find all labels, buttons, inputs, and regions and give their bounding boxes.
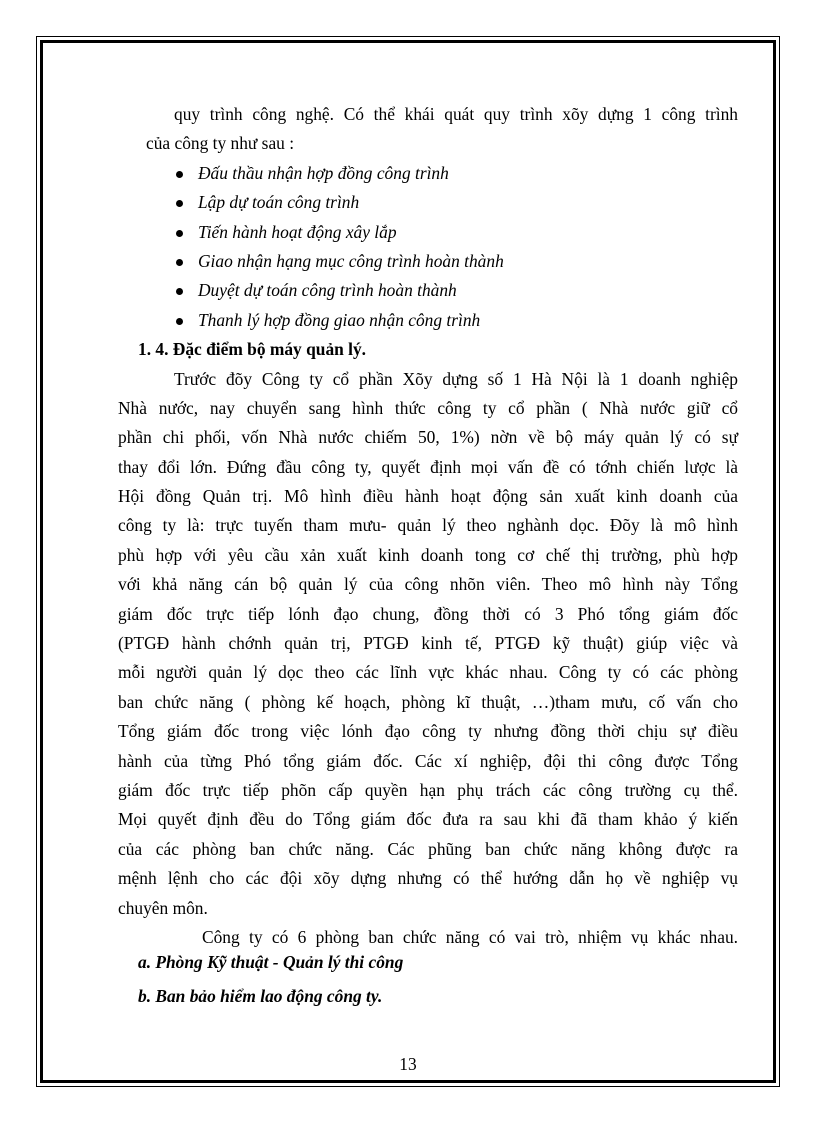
paragraph-line: với khả năng cán bộ quản lý của công nhõn viên. Theo mô hình này Tổng <box>118 574 738 595</box>
paragraph-line: Hội đồng Quản trị. Mô hình điều hành hoạt động sản xuất kinh doanh của <box>118 486 738 507</box>
paragraph-line: Trước đõy Công ty cổ phần Xõy dựng số 1 Hà Nội là 1 doanh nghiệp <box>174 368 738 389</box>
paragraph-line: giám đốc trực tiếp lónh đạo chung, đồng thời có 3 Phó tổng giám đốc <box>118 603 738 624</box>
paragraph-line: của các phòng ban chức năng. Các phũng ban chức năng không được ra <box>118 838 738 859</box>
paragraph-line: công ty là: trực tuyến tham mưu- quản lý theo nghành dọc. Đõy là mô hình <box>118 515 738 536</box>
bullet-dot-icon <box>176 259 183 266</box>
process-bullet-list <box>146 159 738 335</box>
paragraph-line: hành của từng Phó tổng giám đốc. Các xí nghiệp, đội thi công được Tổng <box>118 750 738 771</box>
list-item: Tiến hành hoạt động xây lắp <box>146 218 738 247</box>
paragraph-line: thay đổi lớn. Đứng đầu công ty, quyết định mọi vấn đề có tớnh chiến lược là <box>118 456 738 477</box>
bullet-dot-icon <box>176 318 183 325</box>
subsection-heading-b: b. Ban bảo hiểm lao động công ty. <box>138 985 383 1006</box>
intro-line: quy trình công nghệ. Có thể khái quát quy trình xõy dựng 1 công trình <box>174 104 738 124</box>
paragraph-line: mệnh lệnh cho các đội xõy dựng nhưng có thể hướng dẫn họ về nghiệp vụ <box>118 868 738 889</box>
list-item: Duyệt dự toán công trình hoàn thành <box>146 276 738 305</box>
bullet-dot-icon <box>176 200 183 207</box>
list-item: Lập dự toán công trình <box>146 188 738 217</box>
management-paragraph <box>118 365 738 923</box>
border-left-line <box>36 36 37 1087</box>
subsection-heading-a: a. Phòng Kỹ thuật - Quản lý thi công <box>138 951 404 972</box>
paragraph-line: giám đốc trực tiếp phõn cấp quyền hạn phụ trách các công trường cụ thể. <box>118 779 738 800</box>
border-top-line-inner <box>40 40 776 43</box>
page-number: 13 <box>399 1054 417 1074</box>
paragraph-line: Tổng giám đốc trong việc lónh đạo công ty nhưng đồng thời chịu sự điều <box>118 721 738 742</box>
border-right-line-inner <box>773 40 776 1083</box>
border-bottom-line <box>36 1086 780 1087</box>
bullet-dot-icon <box>176 230 183 237</box>
paragraph-line: phần chi phối, vốn Nhà nước chiếm 50, 1%) nờn về bộ máy quản lý có sự <box>118 427 738 448</box>
section-heading: 1. 4. Đặc điểm bộ máy quản lý. <box>138 339 367 360</box>
border-bottom-line-inner <box>40 1080 776 1083</box>
list-item: Giao nhận hạng mục công trình hoàn thành <box>146 247 738 276</box>
border-left-line-inner <box>40 40 43 1083</box>
bullet-dot-icon <box>176 288 183 295</box>
border-top-line <box>36 36 780 37</box>
intro-line: của công ty như sau : <box>146 133 295 154</box>
border-right-line <box>779 36 780 1087</box>
bullet-dot-icon <box>176 171 183 178</box>
paragraph-line: ban chức năng ( phòng kế hoạch, phòng kĩ thuật, …)tham mưu, cố vấn cho <box>118 691 738 712</box>
paragraph-line: chuyên môn. <box>118 897 208 918</box>
paragraph-line: mỗi người quản lý dọc theo các lĩnh vực khác nhau. Công ty có các phòng <box>118 662 738 683</box>
paragraph-line: (PTGĐ hành chớnh quản trị, PTGĐ kinh tế, PTGĐ kỹ thuật) giúp việc và <box>118 633 738 654</box>
list-item: Thanh lý hợp đồng giao nhận công trình <box>146 306 738 335</box>
list-item: Đấu thầu nhận hợp đồng công trình <box>146 159 738 188</box>
paragraph-line: Mọi quyết định đều do Tổng giám đốc đưa ra sau khi đã tham khảo ý kiến <box>118 809 738 830</box>
paragraph-line: phù hợp với yêu cầu xản xuất kinh doanh tong cơ chế thị trường, phù hợp <box>118 544 738 565</box>
summary-line: Công ty có 6 phòng ban chức năng có vai trò, nhiệm vụ khác nhau. <box>202 926 738 947</box>
document-body <box>118 100 738 1016</box>
paragraph-line: Nhà nước, nay chuyển sang hình thức công ty cổ phần ( Nhà nước giữ cổ <box>118 397 738 418</box>
